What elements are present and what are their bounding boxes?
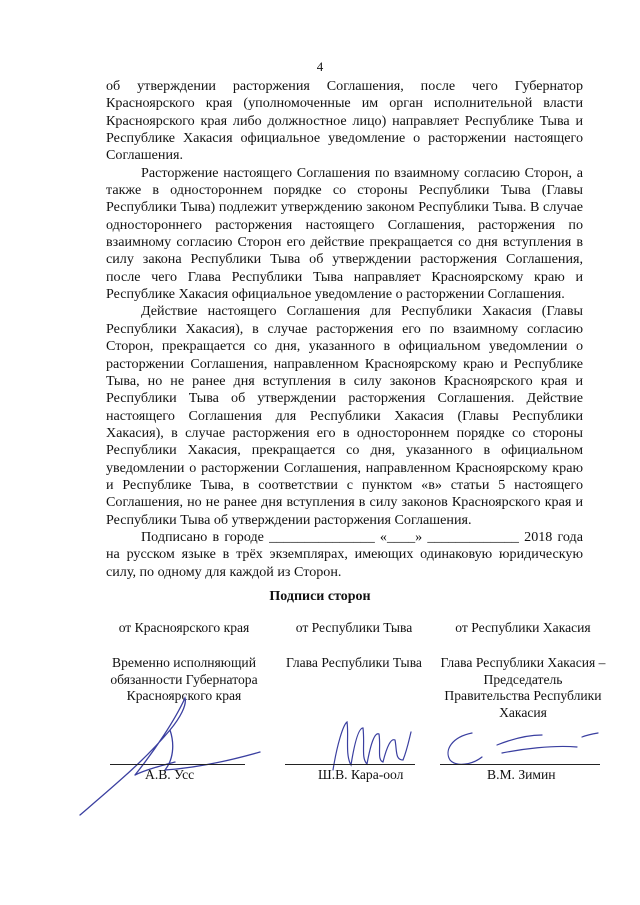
signature-line-tuva (285, 764, 415, 765)
paragraph-khakassia-termination: Действие настоящего Соглашения для Республики Хакасия (Главы Республики Хакасия), в случае расторжения его по взаимному согласию Сторон, прекращается со дня, указанного в официальном уведомлении о расторжении Соглашения, направленном Красноярскому краю и Республике Тыва, но не ранее дня вступления в силу законов Красноярского края и Республики Тыва об утверждении расторжения Соглашения. Действие настоящего Соглашения для Республики Хакасия (Главы Республики Хакасия), в случае расторжения его в одностороннем порядке со стороны Республики Хакасия, прекращается со дня, указанного в официальном уведомлении о расторжении Соглашения, направленном Красноярскому краю и Республике Тыва, в соответствии с пунктом «в» статьи 5 настоящего Соглашения, но не ранее дня вступления в силу законов Красноярского края и Республики Тыва об утверждении расторжения Соглашения. (106, 303, 583, 528)
signatures-title: Подписи сторон (269, 589, 371, 604)
signatory-name-khakassia: В.М. Зимин (487, 767, 556, 782)
signatory-name-krasnoyarsk: А.В. Усс (145, 767, 195, 782)
paragraph-continuation: об утверждении расторжения Соглашения, после чего Губернатор Красноярского края (уполномоченные им орган исполнительной власти Красноярского края либо должностное лицо) направляет Республике Тыва и Республике Хакасия официальное уведомление о расторжении настоящего Соглашения. (106, 78, 583, 164)
signatory-name-tuva: Ш.В. Кара-оол (318, 767, 404, 782)
paragraph-signed-in: Подписано в городе _______________ «____» _____________ 2018 года на русском языке в трёх экземплярах, имеющих одинаковую юридическую силу, по одному для каждой из Сторон. (106, 528, 583, 580)
party-krasnoyarsk-label: от Красноярского края (118, 620, 250, 635)
signature-tuva-image (325, 710, 415, 775)
signature-line-khakassia (440, 764, 600, 765)
party-tuva-label: от Республики Тыва (295, 620, 413, 635)
signature-line-krasnoyarsk (110, 764, 245, 765)
party-khakassia-label: от Республики Хакасия (455, 620, 591, 635)
document-body (106, 78, 583, 581)
page-number: 4 (316, 59, 324, 74)
position-krasnoyarsk: Временно исполняющий обязанности Губернатора Красноярского края (110, 655, 258, 703)
position-tuva: Глава Республики Тыва (286, 655, 422, 670)
position-khakassia: Глава Республики Хакасия – Председатель Правительства Республики Хакасия (440, 655, 606, 720)
signature-krasnoyarsk-image (75, 690, 275, 820)
paragraph-tuva-termination: Расторжение настоящего Соглашения по взаимному согласию Сторон, а также в одностороннем порядке со стороны Республики Тыва (Главы Республики Тыва) подлежит утверждению законом Республики Тыва. В случае одностороннего расторжения настоящего Соглашения, расторжения по взаимному согласию Сторон его действие прекращается со дня вступления в силу закона Республики Тыва об утверждении расторжения Соглашения, после чего Глава Республики Тыва направляет Красноярскому краю и Республике Хакасия официальное уведомление о расторжении Соглашения. (106, 164, 583, 303)
